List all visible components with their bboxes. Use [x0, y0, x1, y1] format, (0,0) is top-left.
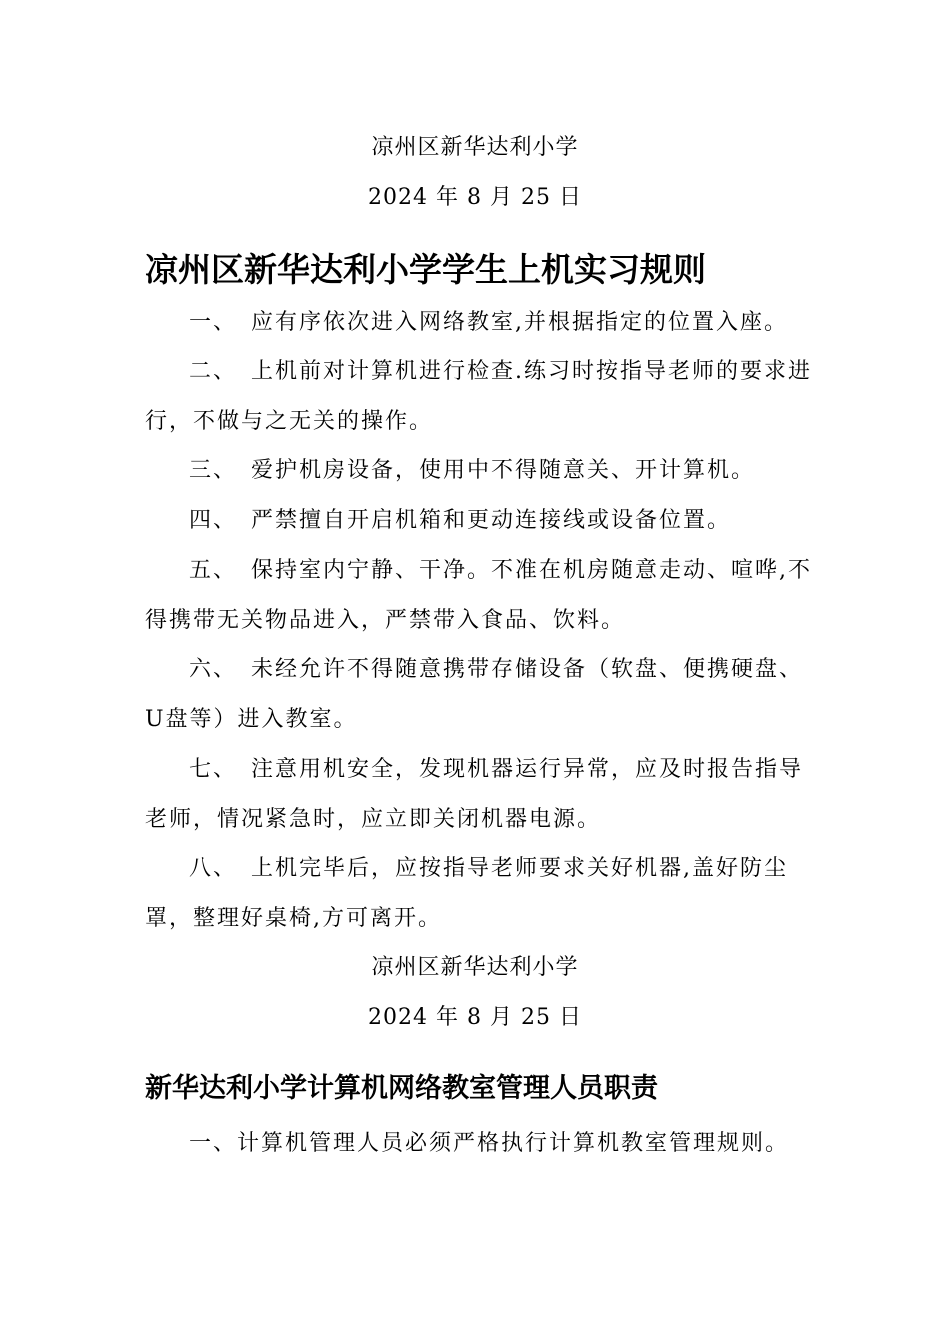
- rule-number: 六、: [189, 657, 238, 682]
- section1-title: 凉州区新华达利小学学生上机实习规则: [145, 250, 706, 289]
- rule-text: 严禁擅自开启机箱和更动连接线或设备位置。: [251, 508, 732, 533]
- duty-text: 一、计算机管理人员必须严格执行计算机教室管理规则。: [189, 1131, 790, 1156]
- duty-item: [145, 1119, 815, 1169]
- rule-number: 一、: [189, 310, 238, 335]
- top-signature-school: 凉州区新华达利小学: [371, 135, 579, 160]
- rule-text: 上机前对计算机进行检查.练习时按指导老师的要求进行，不做与之无关的操作。: [145, 359, 813, 434]
- rule-item: [145, 446, 815, 496]
- rule-number: 四、: [189, 508, 238, 533]
- rule-text: 爱护机房设备，使用中不得随意关、开计算机。: [251, 458, 756, 483]
- rule-text: 保持室内宁静、干净。不准在机房随意走动、喧哗,不得携带无关物品进入，严禁带入食品、饮料。: [145, 558, 813, 633]
- rule-item: [145, 298, 815, 348]
- rule-item: [145, 844, 815, 943]
- rule-item: [145, 745, 815, 844]
- rule-text: 上机完毕后，应按指导老师要求关好机器,盖好防尘罩，整理好桌椅,方可离开。: [145, 856, 789, 931]
- rule-number: 八、: [189, 856, 238, 881]
- rule-number: 七、: [189, 757, 238, 782]
- section1-signature-school: 凉州区新华达利小学: [371, 955, 579, 980]
- rule-item: [145, 645, 815, 744]
- rule-item: [145, 496, 815, 546]
- rule-number: 二、: [189, 359, 238, 384]
- rule-text: 未经允许不得随意携带存储设备（软盘、便携硬盘、U盘等）进入教室。: [145, 657, 804, 732]
- top-signature-date: 2024 年 8 月 25 日: [368, 185, 582, 210]
- rule-text: 应有序依次进入网络教室,并根据指定的位置入座。: [251, 310, 789, 335]
- section2-title: 新华达利小学计算机网络教室管理人员职责: [145, 1073, 658, 1104]
- rule-number: 三、: [189, 458, 238, 483]
- rule-item: [145, 347, 815, 446]
- rule-text: 注意用机安全，发现机器运行异常，应及时报告指导老师，情况紧急时，应立即关闭机器电源。: [145, 757, 804, 832]
- rule-number: 五、: [189, 558, 238, 583]
- rule-item: [145, 546, 815, 645]
- section1-signature-date: 2024 年 8 月 25 日: [368, 1005, 582, 1030]
